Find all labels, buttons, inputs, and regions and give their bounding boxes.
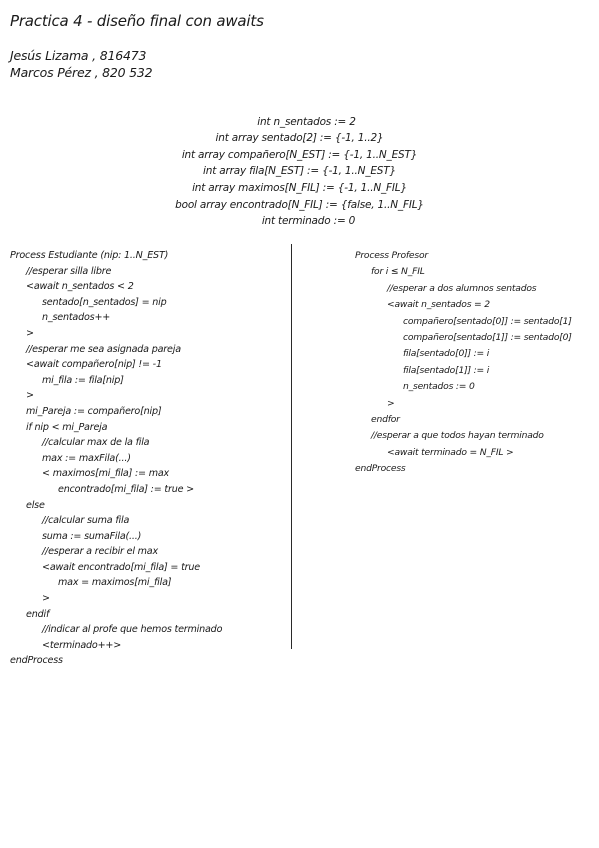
declaration-line: int array fila[N_EST] := {-1, 1..N_EST}: [203, 165, 396, 177]
code-line: //calcular max de la fila: [42, 437, 150, 449]
code-line: //esperar a que todos hayan terminado: [371, 430, 544, 442]
code-line: sentado[n_sentados] = nip: [42, 296, 167, 308]
code-line: >: [26, 327, 34, 339]
code-line: //esperar a dos alumnos sentados: [387, 282, 537, 294]
code-line: <terminado++>: [42, 639, 122, 651]
code-line: <await encontrado[mi_fila] = true: [42, 561, 200, 573]
declaration-line: int terminado := 0: [261, 215, 356, 227]
column-divider: [291, 244, 292, 649]
declaration-line: int array sentado[2] := {-1, 1..2}: [215, 132, 384, 144]
code-line: max = maximos[mi_fila]: [58, 577, 172, 589]
code-line: Process Profesor: [355, 250, 428, 261]
author-line: Jesús Lizama , 816473: [10, 48, 147, 63]
profesor-process: [355, 248, 595, 477]
estudiante-process: [10, 248, 288, 669]
declaration-line: int array compañero[N_EST] := {-1, 1..N_EST}: [181, 149, 418, 161]
code-line: fila[sentado[1]] := i: [403, 364, 490, 376]
code-line: else: [26, 499, 45, 511]
page-title: Practica 4 - diseño final con awaits: [10, 12, 264, 30]
code-line: <await compañero[nip] != -1: [26, 359, 162, 371]
code-line: //indicar al profe que hemos terminado: [42, 624, 223, 636]
code-line: >: [42, 593, 50, 605]
code-line: <await n_sentados < 2: [26, 281, 134, 293]
code-line: //calcular suma fila: [42, 515, 130, 527]
code-line: >: [387, 397, 395, 409]
code-line: max := maxFila(...): [42, 452, 131, 464]
code-line: compañero[sentado[0]] := sentado[1]: [403, 315, 572, 327]
author-line: Marcos Pérez , 820 532: [10, 65, 153, 80]
code-line: if nip < mi_Pareja: [26, 421, 108, 433]
code-line: <await terminado = N_FIL >: [387, 446, 514, 458]
declaration-line: int array maximos[N_FIL] := {-1, 1..N_FIL}: [192, 182, 407, 194]
code-line: Process Estudiante (nip: 1..N_EST): [10, 250, 169, 261]
code-line: < maximos[mi_fila] := max: [42, 468, 170, 480]
declaration-line: int n_sentados := 2: [257, 116, 356, 128]
code-line: >: [26, 390, 34, 402]
code-line: endfor: [371, 413, 400, 425]
code-line: suma := sumaFila(...): [42, 530, 142, 542]
code-line: //esperar me sea asignada pareja: [26, 343, 181, 355]
code-line: n_sentados++: [42, 312, 111, 324]
code-line: //esperar a recibir el max: [42, 546, 158, 558]
code-line: compañero[sentado[1]] := sentado[0]: [403, 331, 572, 343]
code-line: endProcess: [10, 655, 63, 667]
code-line: endif: [26, 608, 50, 620]
code-line: encontrado[mi_fila] := true >: [58, 483, 194, 495]
code-line: for i ≤ N_FIL: [371, 266, 425, 278]
code-line: endProcess: [355, 463, 406, 475]
code-line: <await n_sentados = 2: [387, 299, 490, 311]
code-line: fila[sentado[0]] := i: [403, 348, 490, 360]
code-line: mi_fila := fila[nip]: [42, 374, 124, 386]
code-line: mi_Pareja := compañero[nip]: [26, 405, 162, 417]
code-line: n_sentados := 0: [403, 381, 475, 393]
declaration-line: bool array encontrado[N_FIL] := {false, 1..N_FIL}: [175, 199, 424, 211]
code-line: //esperar silla libre: [26, 265, 112, 277]
